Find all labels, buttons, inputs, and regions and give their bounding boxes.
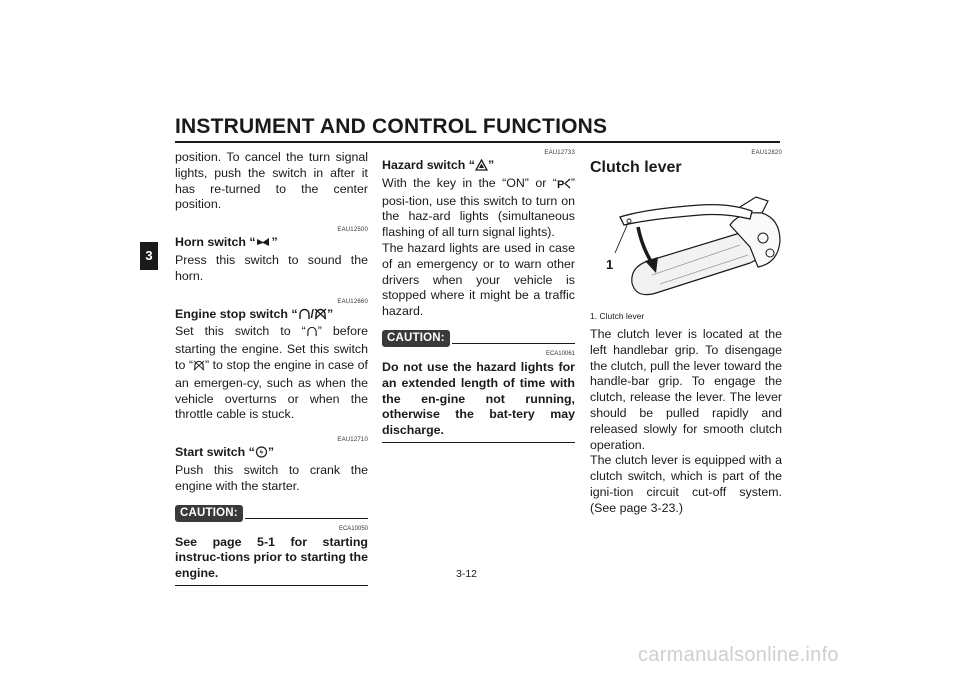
page-header-title: INSTRUMENT AND CONTROL FUNCTIONS — [175, 115, 608, 138]
caution-end-rule — [175, 585, 368, 587]
clutch-lever-title: Clutch lever — [590, 159, 682, 176]
heading-text: Horn switch “ — [175, 235, 256, 250]
starter-icon — [255, 446, 268, 463]
horn-icon — [256, 236, 272, 253]
heading-text: ” — [267, 445, 275, 460]
caution-ref-code: ECA10061 — [545, 350, 575, 357]
hazard-triangle-icon — [475, 159, 488, 176]
heading-text: Hazard switch “ — [382, 158, 475, 172]
header-rule — [175, 141, 780, 143]
ref-code-engine-stop: EAU12660 — [337, 298, 368, 305]
body-text: ” to stop the engine in case of an emergen-cy, such as when the vehicle overturns or when the throttle cable is stuck. — [175, 357, 368, 422]
caution-header — [382, 330, 575, 348]
clutch-body-2: The clutch lever is equipped with a clutch switch, which is part of the igni-tion circuit cut-off system. (See page 3-23.) — [590, 453, 782, 515]
chapter-tab: 3 — [140, 242, 158, 270]
intro-paragraph: position. To cancel the turn signal lights, push the switch in after it has re-turned to the center position. — [175, 150, 368, 212]
figure-callout-number: 1 — [606, 257, 614, 272]
horn-switch-body: Press this switch to sound the horn. — [175, 252, 368, 283]
start-switch-heading — [175, 445, 368, 463]
ref-code-horn: EAU12500 — [337, 227, 368, 234]
heading-text: ” — [271, 235, 278, 250]
clutch-lever-figure — [590, 183, 782, 305]
heading-text: ” — [327, 306, 334, 321]
body-text: ” posi-tion, use this switch to turn on the haz-ard lights (simultaneous flashing of all turn signal lights). — [382, 175, 575, 240]
caution-text: Do not use the hazard lights for an extended length of time with the en-gine not running, otherwise the bat-tery may discharge. — [382, 359, 575, 438]
heading-text: Engine stop switch “ — [175, 306, 298, 321]
figure-caption: 1. Clutch lever — [590, 311, 645, 321]
heading-text: ” — [487, 158, 495, 172]
heading-text: Start switch “ — [175, 445, 255, 460]
caution-header — [175, 505, 368, 523]
hazard-body-1 — [382, 176, 575, 241]
column-2 — [382, 150, 575, 443]
ref-code-hazard: EAU12733 — [544, 150, 575, 156]
body-text: Set this switch to “ — [175, 324, 306, 339]
parking-icon — [557, 178, 571, 194]
caution-badge: CAUTION: — [382, 330, 450, 347]
caution-ref-code: ECA10050 — [338, 525, 368, 532]
engine-stop-body — [175, 324, 368, 423]
engine-stop-heading — [175, 307, 368, 325]
column-1 — [175, 150, 368, 586]
body-text: With the key in the “ON” or “ — [382, 175, 557, 190]
engine-run-icon — [298, 308, 311, 325]
ref-code-clutch: EAU12820 — [751, 150, 782, 156]
page-number: 3-12 — [456, 568, 478, 580]
clutch-body-1: The clutch lever is located at the left handlebar grip. To disengage the clutch, pull the lever toward the handle-bar grip. To engage the clutch, release the lever. The lever should be pulled rapidly and released slowly for smooth clutch operation. — [590, 327, 782, 452]
caution-badge: CAUTION: — [175, 505, 243, 522]
clutch-lever-illustration — [590, 183, 782, 305]
watermark: carmanualsonline.info — [638, 644, 839, 666]
start-switch-body: Push this switch to crank the engine with the starter. — [175, 462, 368, 493]
body-text: ” before starting the engine. Set this switch to “ — [175, 324, 369, 372]
engine-run-icon — [306, 326, 318, 342]
caution-text: See page 5-1 for starting instruc-tions prior to starting the engine. — [175, 534, 368, 581]
caution-rule — [245, 518, 368, 520]
horn-switch-heading — [175, 235, 368, 253]
heading-text: / — [310, 306, 314, 321]
caution-rule — [452, 343, 575, 345]
hazard-switch-heading — [382, 158, 575, 176]
column-3 — [590, 150, 782, 517]
ref-code-start: EAU12710 — [337, 437, 368, 444]
svg-text:P: P — [556, 178, 565, 189]
hazard-body-2: The hazard lights are used in case of an emergency or to warn other drivers when your vehicle is stopped where it might be a traffic hazard. — [382, 240, 575, 319]
engine-stop-icon — [193, 360, 205, 376]
caution-end-rule — [382, 442, 575, 444]
engine-stop-icon — [314, 308, 327, 325]
